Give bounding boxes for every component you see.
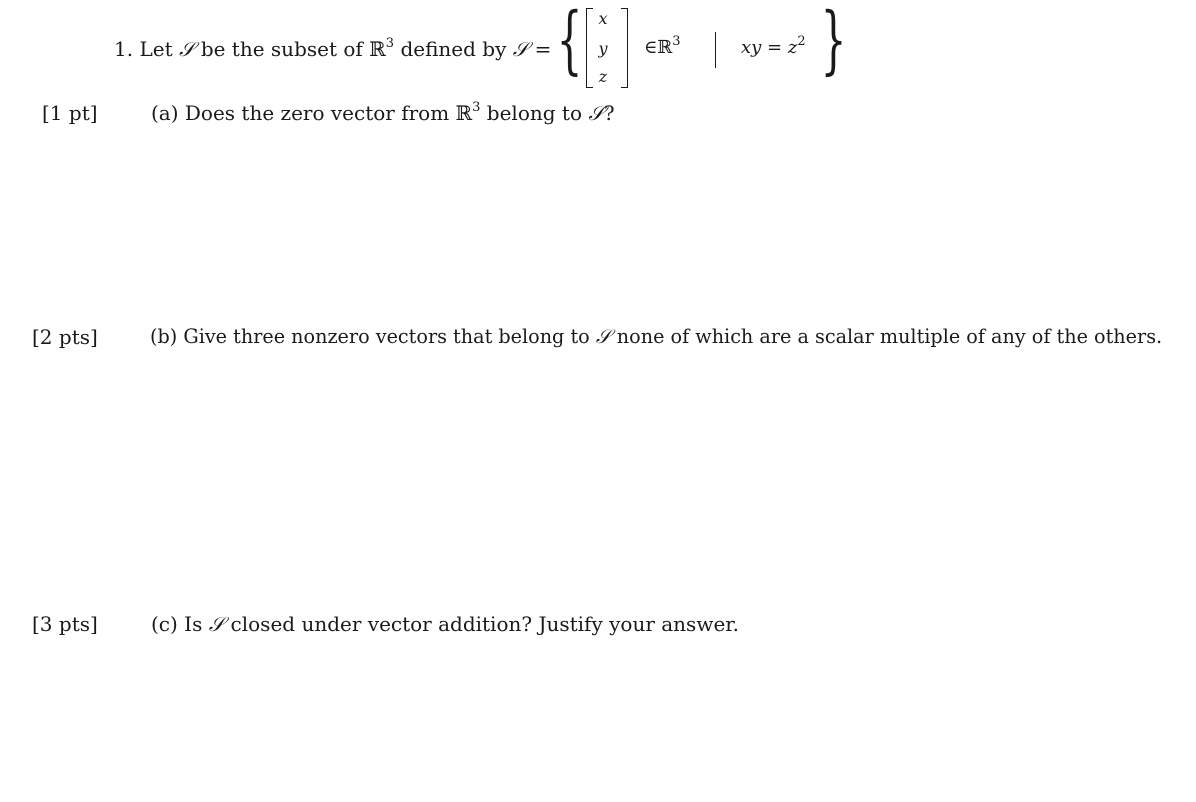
question-b-set: 𝒮 [595,325,611,348]
question-a-set: 𝒮 [588,101,604,125]
question-c [151,612,739,636]
question-a-real: ℝ [455,101,473,125]
vector-left-bracket [586,8,593,88]
condition-text: xy = z [741,37,798,58]
right-brace: } [820,0,847,83]
real-symbol-set: ℝ [657,37,673,58]
element-of-symbol: ∈ [644,37,658,58]
vector-right-bracket [621,8,628,88]
problem-number: 1. [114,37,134,61]
real-exponent-set: 3 [672,34,681,49]
question-a-post: ? [603,101,615,125]
question-b-post: none of which are a scalar multiple of any of the others. [616,325,1163,348]
question-c-pre: Is [184,612,203,636]
question-a [151,101,615,125]
real-symbol: ℝ [369,37,386,61]
points-c: [3 pts] [32,612,98,636]
equals-sign: = [534,37,552,61]
set-builder [548,0,848,96]
such-that-bar [715,32,716,68]
set-symbol-2: 𝒮 [512,37,529,61]
label-c: (c) [151,612,178,636]
real-exponent: 3 [385,36,395,52]
question-b-pre: Give three nonzero vectors that belong to [183,325,590,348]
question-a-mid: belong to [486,101,582,125]
vector-entry-x: x [598,9,608,28]
membership-expr [644,34,681,58]
set-symbol: 𝒮 [178,37,195,61]
intro-mid: be the subset of [200,37,363,61]
intro-post: defined by [400,37,507,61]
question-c-post: closed under vector addition? Justify your answer. [230,612,739,636]
question-a-exponent: 3 [472,100,481,116]
condition-exponent: 2 [797,34,806,49]
problem-statement [114,37,551,61]
question-c-set: 𝒮 [208,612,225,636]
label-b: (b) [150,325,178,348]
intro-pre: Let [139,37,173,61]
left-brace: { [556,0,583,83]
label-a: (a) [151,101,179,125]
question-b [150,325,1162,348]
points-a: [1 pt] [42,101,98,125]
vector-entry-z: z [598,67,608,86]
points-b: [2 pts] [32,325,98,349]
condition [741,34,806,58]
question-a-pre: Does the zero vector from [184,101,450,125]
vector-entry-y: y [598,39,608,58]
